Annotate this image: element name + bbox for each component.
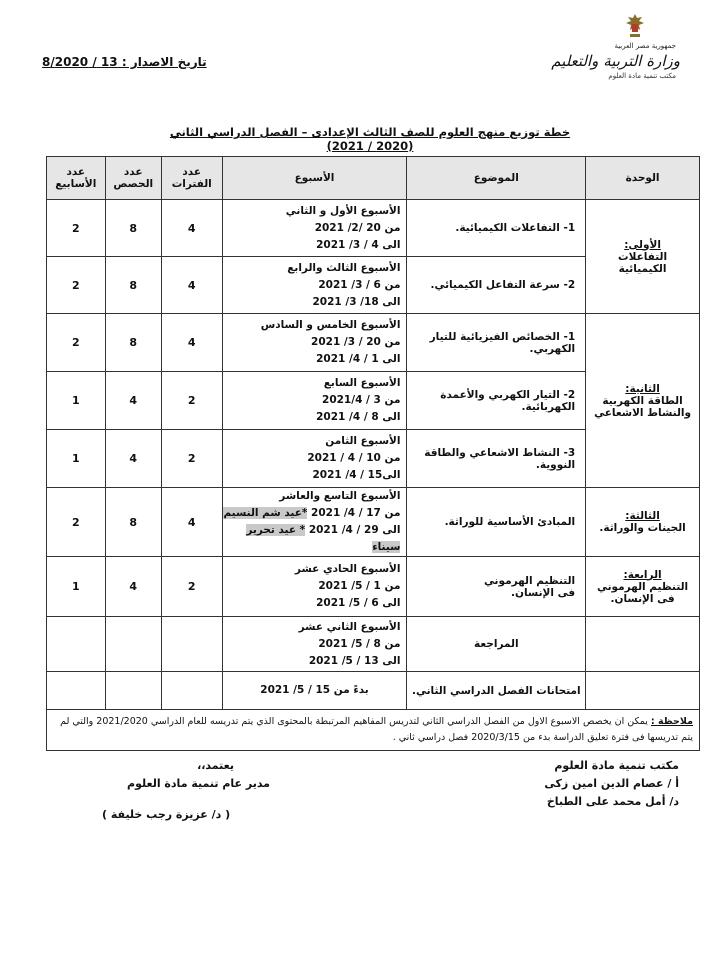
note-row	[47, 710, 700, 751]
logo-country: جمهورية مصر العربية	[614, 42, 676, 50]
signatory-1: أ / عصام الدين امين زكى	[544, 777, 679, 790]
weeks-cell	[47, 672, 106, 710]
unit-cell	[586, 672, 700, 710]
table-row	[47, 314, 700, 372]
ministry-logo	[551, 12, 680, 80]
periods-cell: 2	[161, 557, 222, 617]
document-title: خطة توزيع منهج العلوم للصف الثالث الإعدادى – الفصل الدراسي الثاني (2020 / 2021)	[169, 125, 571, 153]
week-cell: الأسبوع التاسع والعاشر من 17 / 4/ 2021 *عيد شم النسيم الى 29 / 4/ 2021 * عيد تحرير سيناء	[222, 488, 407, 557]
director-title: مدير عام تنمية مادة العلوم	[127, 777, 270, 790]
issue-day: 13	[100, 55, 118, 69]
classes-cell: 4	[105, 557, 161, 617]
classes-cell: 8	[105, 200, 161, 257]
unit-cell: الأولى: التفاعلات الكيميائية	[586, 200, 700, 314]
approval-label: يعتمد،،	[197, 759, 234, 772]
issue-date	[42, 55, 207, 69]
topic-cell: 2- التيار الكهربي والأعمدة الكهربائية.	[407, 372, 586, 430]
note-cell	[47, 710, 700, 751]
weeks-cell: 2	[47, 200, 106, 257]
classes-cell: 4	[105, 372, 161, 430]
header-periods: عدد الفترات	[161, 157, 222, 200]
periods-cell: 4	[161, 257, 222, 314]
periods-cell: 2	[161, 372, 222, 430]
holiday-badge: * عيد تحرير سيناء	[246, 524, 401, 553]
office-name: مكتب تنمية مادة العلوم	[554, 759, 679, 772]
curriculum-table	[46, 156, 700, 751]
table-row	[47, 617, 700, 672]
note-text: يمكن ان يخصص الاسبوع الاول من الفصل الدراسي الثاني لتدريس المفاهيم المرتبطة بالمحتوى الذي يتم تدريسه للعام الدراسي 2021/2020 والتي لم يتم تدريسها فى فترة تعليق الدراسة بدء من 2020/3/15 فصل دراسي ثاني .	[60, 716, 693, 743]
unit-cell: الثانية: الطاقة الكهربية والنشاط الاشعاعي	[586, 314, 700, 488]
topic-cell: 2- سرعة التفاعل الكيميائي.	[407, 257, 586, 314]
week-cell: الأسبوع الخامس و السادس من 20 / 3/ 2021 الى 1 / 4/ 2021	[222, 314, 407, 372]
periods-cell: 4	[161, 200, 222, 257]
table-row	[47, 488, 700, 557]
table-row	[47, 672, 700, 710]
weeks-cell: 1	[47, 372, 106, 430]
week-cell: الأسبوع الثامن من 10 / 4 / 2021 الى15 / 4/ 2021	[222, 430, 407, 488]
classes-cell	[105, 672, 161, 710]
issue-separator: /	[50, 55, 55, 69]
weeks-cell	[47, 617, 106, 672]
weeks-cell: 2	[47, 257, 106, 314]
classes-cell: 4	[105, 430, 161, 488]
header-classes: عدد الحصص	[105, 157, 161, 200]
weeks-cell: 1	[47, 430, 106, 488]
signatory-2: د/ أمل محمد على الطباخ	[546, 795, 679, 808]
approval-block	[80, 757, 270, 793]
topic-cell: المراجعة	[407, 617, 586, 672]
header-unit: الوحدة	[586, 157, 700, 200]
unit-cell: الثالثة: الجينات والوراثة.	[586, 488, 700, 557]
table-row	[47, 200, 700, 257]
classes-cell: 8	[105, 257, 161, 314]
note-label: ملاحظة :	[650, 716, 693, 727]
periods-cell: 4	[161, 488, 222, 557]
table-header-row	[47, 157, 700, 200]
classes-cell	[105, 617, 161, 672]
table-row	[47, 557, 700, 617]
periods-cell: 4	[161, 314, 222, 372]
week-cell: بدءً من 15 / 5/ 2021	[222, 672, 407, 710]
weeks-cell: 1	[47, 557, 106, 617]
eagle-emblem-icon	[622, 12, 648, 40]
logo-ministry: وزارة التربية والتعليم	[551, 52, 680, 70]
topic-cell: 1- الخصائص الفيزيائية للتيار الكهربي.	[407, 314, 586, 372]
periods-cell	[161, 672, 222, 710]
weeks-cell: 2	[47, 488, 106, 557]
header-topic: الموضوع	[407, 157, 586, 200]
periods-cell: 2	[161, 430, 222, 488]
topic-cell: المبادئ الأساسية للوراثة.	[407, 488, 586, 557]
week-cell: الأسبوع السابع من 3 / 2021/4 الى 8 / 4/ 2021	[222, 372, 407, 430]
week-cell: الأسبوع الأول و الثاني من 20 /2/ 2021 الى 4 / 3/ 2021	[222, 200, 407, 257]
classes-cell: 8	[105, 314, 161, 372]
unit-cell: الرابعة: التنظيم الهرموني فى الإنسان.	[586, 557, 700, 617]
header-week: الأسبوع	[222, 157, 407, 200]
logo-office: مكتب تنمية مادة العلوم	[608, 72, 676, 80]
issue-month: 8	[42, 55, 51, 69]
issue-year: 2020	[54, 55, 89, 69]
topic-cell: التنظيم الهرموني فى الإنسان.	[407, 557, 586, 617]
topic-cell: 1- التفاعلات الكيميائية.	[407, 200, 586, 257]
week-cell: الأسبوع الحادي عشر من 1 / 5/ 2021 الى 6 / 5/ 2021	[222, 557, 407, 617]
unit-cell	[586, 617, 700, 672]
header-weeks: عدد الأسابيع	[47, 157, 106, 200]
week-cell: الأسبوع الثالث والرابع من 6 / 3/ 2021 الى 18/ 3/ 2021	[222, 257, 407, 314]
holiday-badge: *عيد شم النسيم	[223, 507, 308, 519]
week-cell: الأسبوع الثاني عشر من 8 / 5/ 2021 الى 13 / 5/ 2021	[222, 617, 407, 672]
topic-cell: امتحانات الفصل الدراسي الثاني.	[407, 672, 586, 710]
issue-separator: /	[92, 55, 97, 69]
director-signature: ( د/ عزيزة رجب خليفة )	[102, 808, 231, 821]
periods-cell	[161, 617, 222, 672]
weeks-cell: 2	[47, 314, 106, 372]
issue-label: تاريخ الاصدار :	[121, 55, 207, 69]
topic-cell: 3- النشاط الاشعاعي والطاقة النووية.	[407, 430, 586, 488]
office-signatories	[544, 757, 679, 811]
classes-cell: 8	[105, 488, 161, 557]
